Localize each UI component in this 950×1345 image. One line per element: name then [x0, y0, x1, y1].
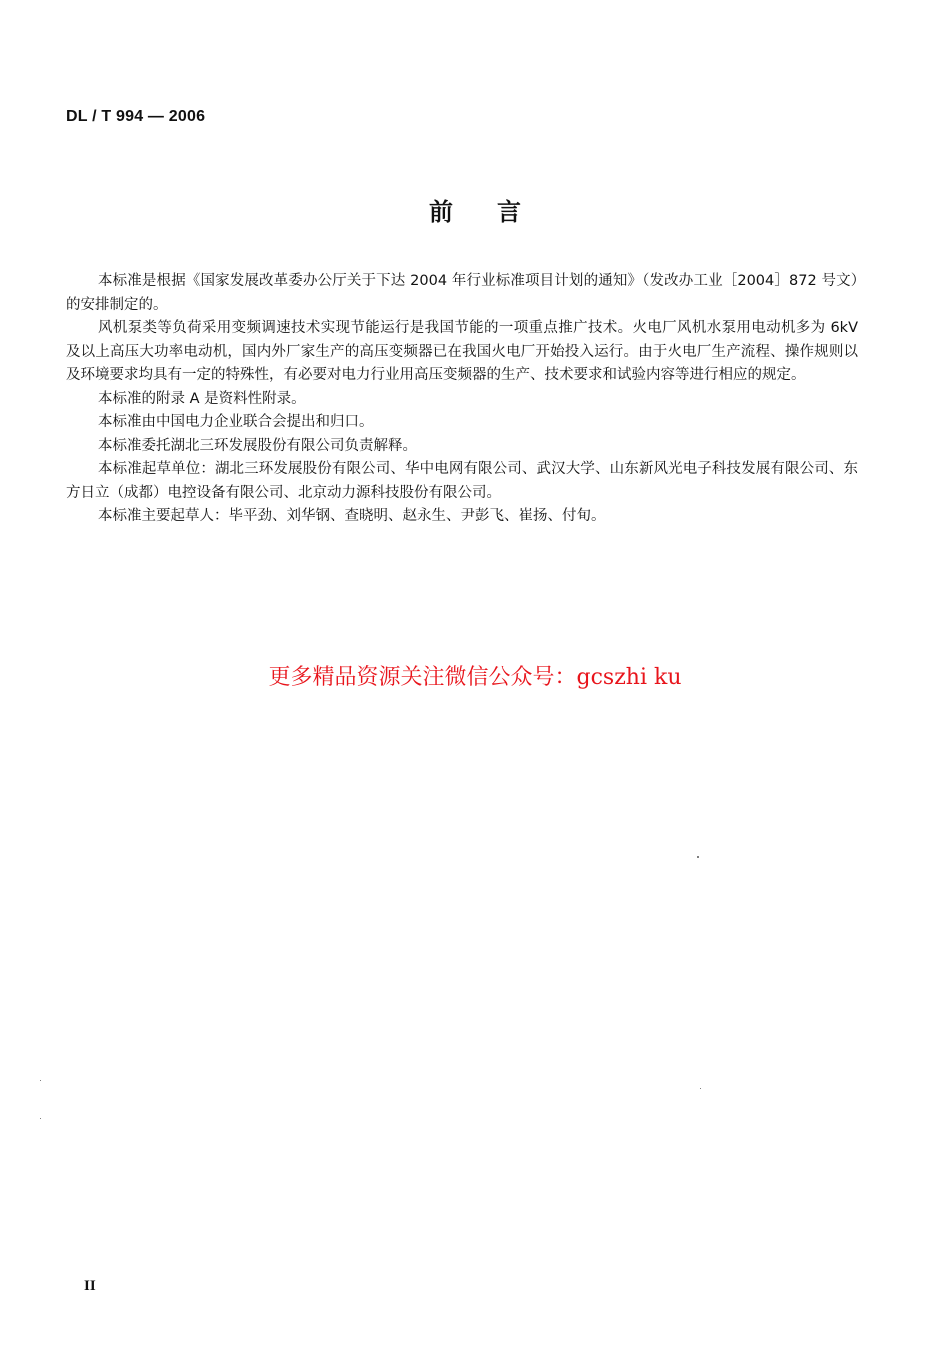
scan-speck	[40, 1118, 41, 1119]
page-title: 前言	[429, 198, 565, 226]
paragraph-plan-basis: 本标准是根据《国家发展改革委办公厅关于下达 2004 年行业标准项目计划的通知》（发改办工业［2004］872 号文）的安排制定的。	[66, 273, 858, 313]
scan-speck	[40, 1080, 41, 1081]
promo-notice: 更多精品资源关注微信公众号：gcszhi ku	[268, 665, 682, 690]
scan-speck	[700, 1088, 701, 1089]
document-code: DL / T 994 — 2006	[66, 108, 206, 125]
paragraph-drafting-units: 本标准起草单位：湖北三环发展股份有限公司、华中电网有限公司、武汉大学、山东新风光电子科技发展有限公司、东方日立（成都）电控设备有限公司、北京动力源科技股份有限公司。	[66, 461, 858, 501]
page-number: II	[84, 1278, 96, 1294]
paragraph-background: 风机泵类等负荷采用变频调速技术实现节能运行是我国节能的一项重点推广技术。火电厂风机水泵用电动机多为 6kV 及以上高压大功率电动机，国内外厂家生产的高压变频器已在我国火电厂开始投入运行。由于火电厂生产流程、操作规则以及环境要求均具有一定的特殊性，有必要对电力行业用高压变频器的生产、技术要求和试验内容等进行相应的规定。	[66, 320, 858, 383]
paragraph-proposer: 本标准由中国电力企业联合会提出和归口。	[98, 414, 374, 430]
scan-speck	[697, 856, 699, 858]
paragraph-appendix: 本标准的附录 A 是资料性附录。	[98, 390, 306, 407]
foreword-body	[66, 270, 858, 529]
paragraph-drafters: 本标准主要起草人：毕平劲、刘华钢、查晓明、赵永生、尹彭飞、崔扬、付旬。	[98, 508, 606, 524]
paragraph-interpreter: 本标准委托湖北三环发展股份有限公司负责解释。	[98, 437, 417, 454]
